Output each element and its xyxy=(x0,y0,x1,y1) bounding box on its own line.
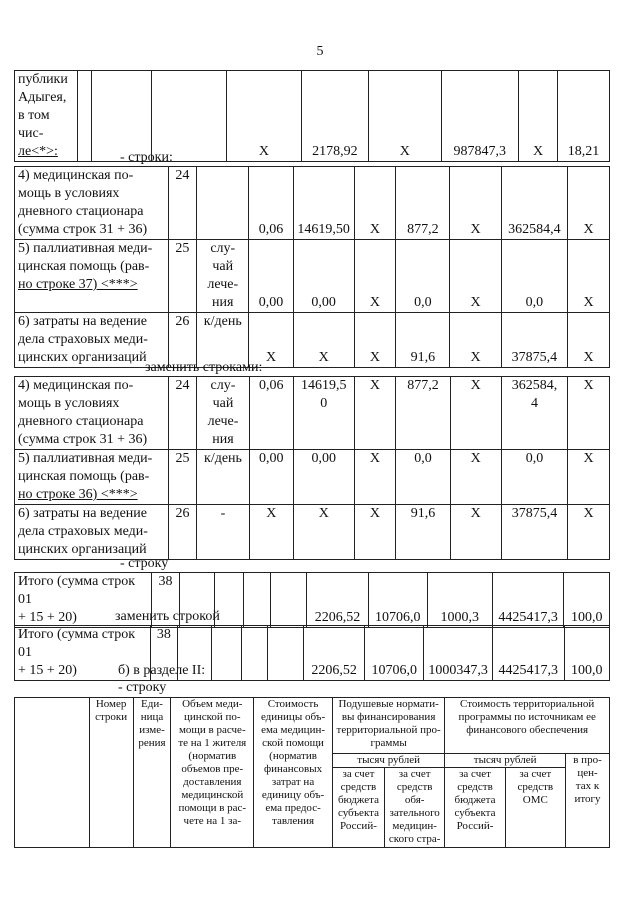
cont-label: публики Адыгея, в том чис- ле<*>: xyxy=(15,71,78,162)
table-row: 5) паллиативная меди- цинская помощь (рав- но строке 37) <***> 25 слу- чай лече- ния 0,00 0,00 X 0,0 X 0,0 X xyxy=(15,240,610,313)
table-row: Итого (сумма строк 01 + 15 + 20) 38 2206,52 10706,0 1000,3 4425417,3 100,0 xyxy=(15,573,610,628)
table-row: 6) затраты на ведение дела страховых меди- цинских организаций 26 - X X X 91,6 X 37875,4 X xyxy=(15,505,610,560)
new-rows-table xyxy=(14,376,610,560)
table-row: 4) медицинская по- мощь в условиях дневного стационара (сумма строк 31 + 36) 24 слу- чай лече- ния 0,06 14619,5 0 X 877,2 X 362584, 4 X xyxy=(15,377,610,450)
caption-replace-row: заменить строкой xyxy=(115,609,220,624)
caption-rows: - строки: xyxy=(120,150,173,165)
table-row: 5) паллиативная меди- цинская помощь (рав- но строке 36) <***> 25 к/день 0,00 0,00 X 0,0 X 0,0 X xyxy=(15,450,610,505)
caption-replace-rows: заменить строками: xyxy=(145,360,263,375)
caption-row-2: - строку xyxy=(118,680,167,695)
continuation-table: публики Адыгея, в том чис- ле<*>: X 2178,92 X 987847,3 X 18,21 xyxy=(14,70,610,162)
table-row: Итого (сумма строк 01 + 15 + 20) 38 2206,52 10706,0 1000347,3 4425417,3 100,0 xyxy=(15,626,610,681)
table-row: 6) затраты на ведение дела страховых меди- цинских организаций 26 к/день X X X 91,6 X 37875,4 X xyxy=(15,313,610,368)
total-new-table xyxy=(14,625,610,681)
section-ii-header-table: Номер строки Еди- ница изме- рения Объем меди- цинской по- мощи в расче- те на 1 жителя (норматив объемов пре- доставления медицинской помощи в рас- чете на 1 за- Стоимость единицы объ- ема медицин- ской помощи (норматив финансовых затрат на единицу объ- ема предос- тавления Подушевые нормати- вы финансирования территориальной про- граммы Стоимость территориальной программы по источникам ее финансового обеспечения тысяч рублей тысяч рублей в про- цен- тах к итогу за счет средств бюджета субъекта Россий- за счет средств обя- зательного медицин- ского стра- за счет средств бюджета субъекта Россий- за счет средств ОМС xyxy=(14,697,610,848)
page-number: 5 xyxy=(316,44,324,59)
old-rows-table xyxy=(14,166,610,368)
table-row: 4) медицинская по- мощь в условиях дневного стационара (сумма строк 31 + 36) 24 0,06 14619,50 X 877,2 X 362584,4 X xyxy=(15,167,610,240)
caption-section: б) в разделе II: xyxy=(118,663,206,678)
total-old-table xyxy=(14,572,610,628)
caption-row: - строку xyxy=(120,556,169,571)
